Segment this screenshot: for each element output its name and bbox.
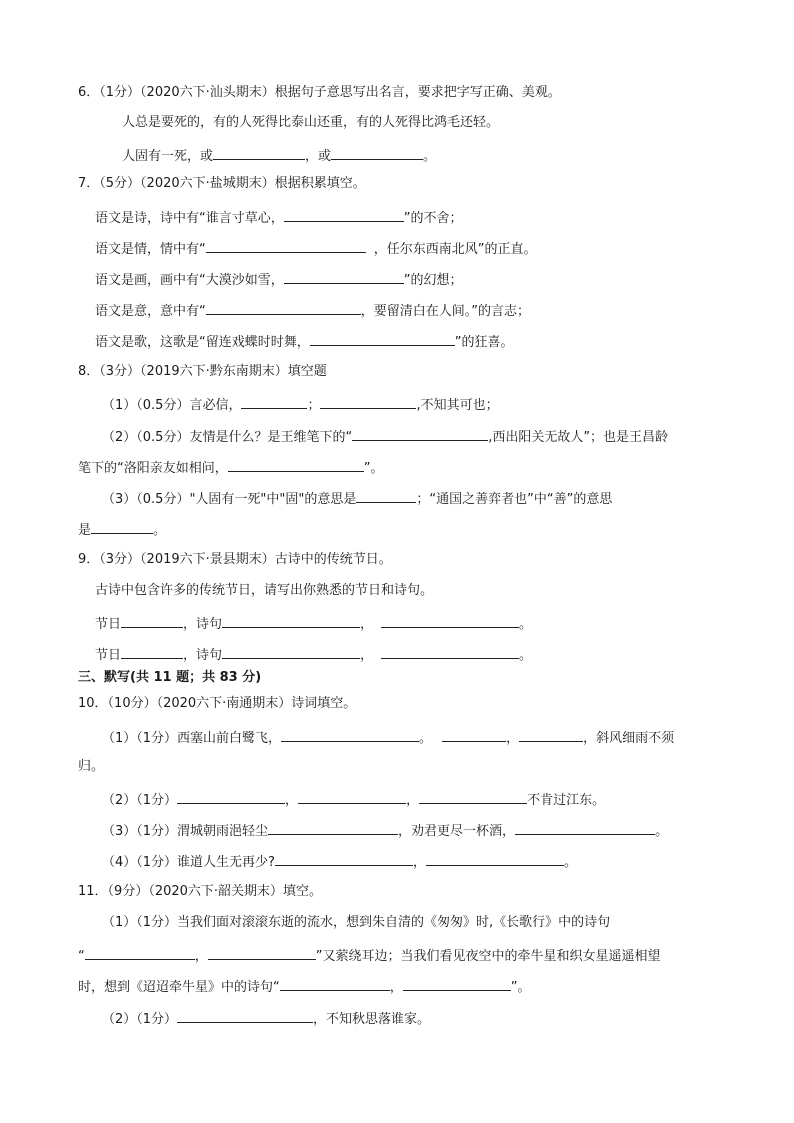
answer-blank[interactable] — [331, 144, 423, 160]
answer-blank[interactable] — [275, 850, 413, 866]
answer-blank[interactable] — [241, 393, 307, 409]
q9-heading: 9．（3分）（2019六下·景县期末）古诗中的传统节日。 — [78, 552, 392, 567]
answer-blank[interactable] — [280, 975, 390, 991]
answer-blank[interactable] — [403, 975, 511, 991]
q8-sub3-cont: 是 。 — [78, 518, 166, 541]
answer-blank[interactable] — [228, 456, 364, 472]
q7-line-painting: 语文是画，画中有“大漠沙如雪， ”的幻想； — [95, 268, 463, 291]
answer-blank[interactable] — [310, 330, 455, 346]
q7-line-emotion: 语文是情，情中有“ ，任尔东西南北风”的正直。 — [95, 237, 537, 260]
q6-heading: 6．（1分）（2020六下·汕头期末）根据句子意思写出名言，要求把字写正确、美观。 — [78, 85, 561, 100]
answer-blank[interactable] — [281, 726, 419, 742]
section-heading: 三、默写(共 11 题；共 83 分) — [78, 670, 262, 685]
answer-blank[interactable] — [356, 487, 416, 503]
q10-sub2: （2）（1分） ， ， 不肯过江东。 — [102, 788, 605, 811]
answer-blank[interactable] — [213, 144, 305, 160]
answer-blank[interactable] — [121, 612, 183, 628]
answer-blank[interactable] — [91, 518, 153, 534]
q10-sub1: （1）（1分）西塞山前白鹭飞， 。 ， ，斜风细雨不须 — [102, 726, 674, 749]
answer-blank[interactable] — [381, 612, 519, 628]
answer-blank[interactable] — [284, 206, 404, 222]
q10-sub1-cont: 归。 — [78, 759, 105, 774]
answer-blank[interactable] — [284, 268, 404, 284]
q7-heading: 7．（5分）（2020六下·盐城期末）根据积累填空。 — [78, 176, 366, 191]
q11-sub1: （1）（1分）当我们面对滚滚东逝的流水，想到朱自清的《匆匆》时,《长歌行》中的诗句 — [102, 915, 611, 930]
answer-blank[interactable] — [177, 1007, 313, 1023]
q8-heading: 8．（3分）（2019六下·黔东南期末）填空题 — [78, 364, 327, 379]
q10-sub3: （3）（1分）渭城朝雨浥轻尘 ，劝君更尽一杯酒， 。 — [102, 819, 668, 842]
q10-heading: 10．（10分）（2020六下·南通期末）诗词填空。 — [78, 696, 357, 711]
q7-line-meaning: 语文是意，意中有“ ，要留清白在人间。”的言志； — [95, 299, 530, 322]
q11-heading: 11．（9分）（2020六下·韶关期末）填空。 — [78, 884, 323, 899]
answer-blank[interactable] — [85, 944, 195, 960]
answer-blank[interactable] — [121, 643, 183, 659]
q8-sub2-cont: 笔下的“洛阳亲友如相问， ”。 — [78, 456, 384, 479]
answer-blank[interactable] — [222, 612, 360, 628]
answer-blank[interactable] — [177, 788, 285, 804]
answer-blank[interactable] — [426, 850, 564, 866]
q9-row-1: 节日 ，诗句 ， 。 — [95, 612, 532, 635]
answer-blank[interactable] — [320, 393, 416, 409]
q11-sub2: （2）（1分） ，不知秋思落谁家。 — [102, 1007, 430, 1030]
q8-sub1: （1）（0.5分）言必信， ； ,不知其可也； — [102, 393, 499, 416]
answer-blank[interactable] — [222, 643, 360, 659]
answer-blank[interactable] — [519, 726, 583, 742]
answer-blank[interactable] — [515, 819, 655, 835]
answer-blank[interactable] — [206, 237, 366, 253]
answer-blank[interactable] — [419, 788, 527, 804]
q6-fill-line: 人固有一死，或 ，或 。 — [122, 144, 436, 167]
q10-sub4: （4）（1分）谁道人生无再少? ， 。 — [102, 850, 577, 873]
answer-blank[interactable] — [206, 299, 361, 315]
q9-intro: 古诗中包含许多的传统节日，请写出你熟悉的节日和诗句。 — [95, 583, 434, 598]
answer-blank[interactable] — [352, 425, 488, 441]
q7-line-song: 语文是歌，这歌是“留连戏蝶时时舞， ”的狂喜。 — [95, 330, 514, 353]
answer-blank[interactable] — [268, 819, 398, 835]
q7-line-poem: 语文是诗，诗中有“谁言寸草心， ”的不舍； — [95, 206, 463, 229]
answer-blank[interactable] — [298, 788, 406, 804]
answer-blank[interactable] — [381, 643, 519, 659]
q11-sub1-line2: “ ， ”又萦绕耳边；当我们看见夜空中的牵牛星和织女星遥遥相望 — [78, 944, 661, 967]
q11-sub1-line3: 时，想到《迢迢牵牛星》中的诗句“ ， ”。 — [78, 975, 531, 998]
answer-blank[interactable] — [442, 726, 506, 742]
answer-blank[interactable] — [208, 944, 316, 960]
q6-sentence: 人总是要死的，有的人死得比泰山还重，有的人死得比鸿毛还轻。 — [122, 115, 500, 130]
q9-row-2: 节日 ，诗句 ， 。 — [95, 643, 532, 666]
q8-sub3: （3）（0.5分）"人固有一死"中"固"的意思是 ；“通国之善弈者也”中“善”的意思 — [102, 487, 612, 510]
q8-sub2: （2）（0.5分）友情是什么？是王维笔下的“ ,西出阳关无故人”；也是王昌龄 — [102, 425, 668, 448]
